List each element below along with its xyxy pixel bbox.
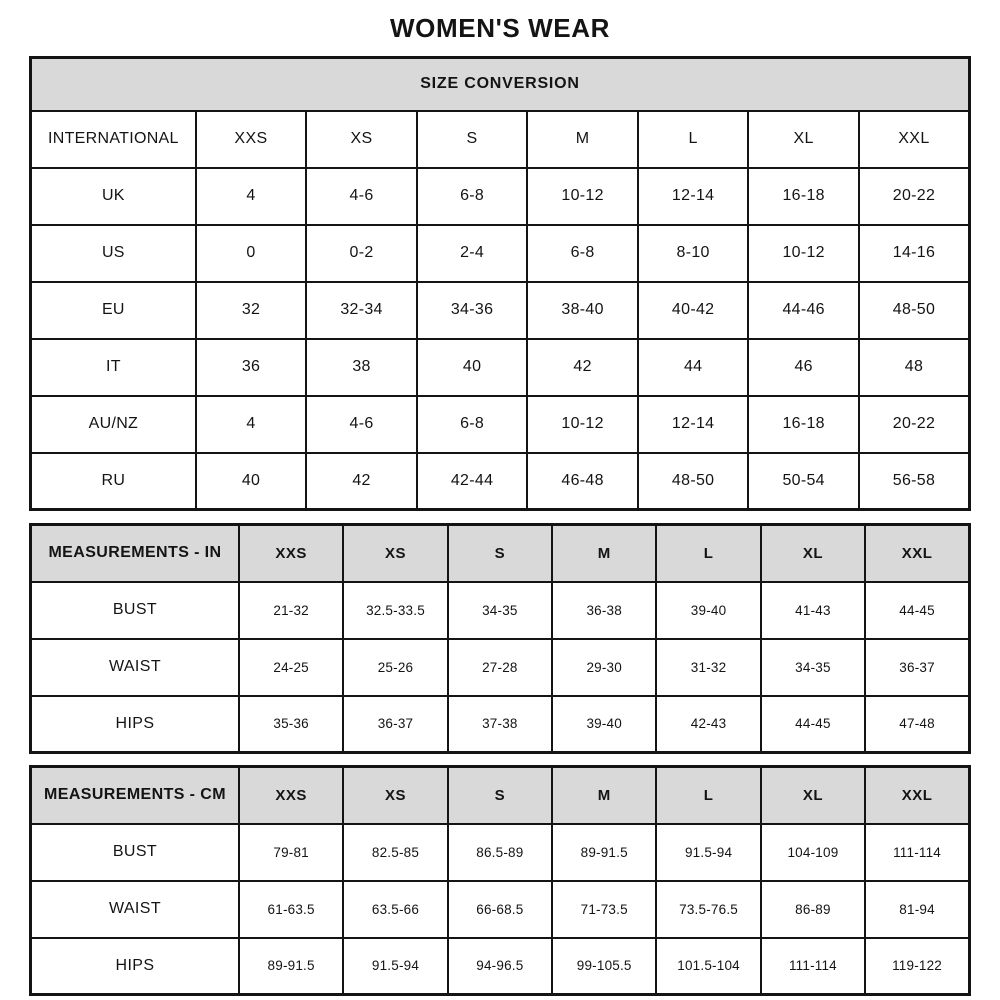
row-label: BUST — [31, 582, 239, 639]
table-cell: 4 — [196, 168, 307, 225]
table-cell: 10-12 — [527, 396, 638, 453]
table-cell: 42 — [306, 453, 417, 510]
table-cell: 4-6 — [306, 396, 417, 453]
size-header: S — [448, 525, 552, 582]
measurements-in-table — [29, 523, 971, 754]
size-header: XXL — [865, 525, 969, 582]
table-cell: 79-81 — [239, 824, 343, 881]
table-cell: 111-114 — [865, 824, 969, 881]
table-cell: 56-58 — [859, 453, 970, 510]
table-cell: 40 — [417, 339, 528, 396]
measurements-cm-table — [29, 765, 971, 996]
table-cell: 4 — [196, 396, 307, 453]
row-label: WAIST — [31, 881, 239, 938]
table-cell: 119-122 — [865, 938, 969, 995]
table-cell: 91.5-94 — [656, 824, 760, 881]
table-row — [31, 225, 970, 282]
table-cell: 44-46 — [748, 282, 859, 339]
table-header-row — [31, 767, 970, 824]
table-cell: 27-28 — [448, 639, 552, 696]
table-cell: 42 — [527, 339, 638, 396]
table-cell: 20-22 — [859, 168, 970, 225]
table-header-row — [31, 525, 970, 582]
table-cell: 48 — [859, 339, 970, 396]
table-cell: 6-8 — [417, 396, 528, 453]
size-header: M — [552, 525, 656, 582]
table-cell: 32-34 — [306, 282, 417, 339]
table-cell: 36-38 — [552, 582, 656, 639]
table-row — [31, 339, 970, 396]
size-header: M — [552, 767, 656, 824]
size-header: XL — [748, 111, 859, 168]
table-cell: 38 — [306, 339, 417, 396]
table-cell: 39-40 — [656, 582, 760, 639]
size-header: XS — [343, 525, 447, 582]
table-cell: 41-43 — [761, 582, 865, 639]
table-cell: 42-44 — [417, 453, 528, 510]
table-cell: 16-18 — [748, 396, 859, 453]
table-cell: 2-4 — [417, 225, 528, 282]
table-cell: 21-32 — [239, 582, 343, 639]
table-cell: 10-12 — [748, 225, 859, 282]
size-header: L — [656, 767, 760, 824]
table-cell: 73.5-76.5 — [656, 881, 760, 938]
table-cell: 111-114 — [761, 938, 865, 995]
table-cell: 48-50 — [638, 453, 749, 510]
table-row — [31, 453, 970, 510]
table-cell: 20-22 — [859, 396, 970, 453]
table-cell: 44-45 — [761, 696, 865, 753]
table-cell: 36-37 — [865, 639, 969, 696]
table-cell: 10-12 — [527, 168, 638, 225]
table-cell: 29-30 — [552, 639, 656, 696]
table-cell: 0-2 — [306, 225, 417, 282]
table-cell: 46 — [748, 339, 859, 396]
table-cell: 31-32 — [656, 639, 760, 696]
table-caption-row — [31, 58, 970, 111]
table-header-row — [31, 111, 970, 168]
row-label: EU — [31, 282, 196, 339]
table-cell: 16-18 — [748, 168, 859, 225]
table-cell: 99-105.5 — [552, 938, 656, 995]
header-label: INTERNATIONAL — [31, 111, 196, 168]
size-header: XXS — [239, 525, 343, 582]
table-cell: 36-37 — [343, 696, 447, 753]
size-header: S — [448, 767, 552, 824]
table-row — [31, 582, 970, 639]
table-cell: 34-35 — [448, 582, 552, 639]
table-cell: 34-36 — [417, 282, 528, 339]
table-cell: 12-14 — [638, 396, 749, 453]
table-cell: 44-45 — [865, 582, 969, 639]
table-cell: 38-40 — [527, 282, 638, 339]
table-cell: 40-42 — [638, 282, 749, 339]
table-cell: 46-48 — [527, 453, 638, 510]
size-header: XXL — [865, 767, 969, 824]
table-row — [31, 639, 970, 696]
page-title: WOMEN'S WEAR — [390, 13, 610, 43]
row-label: WAIST — [31, 639, 239, 696]
table-cell: 66-68.5 — [448, 881, 552, 938]
header-label: MEASUREMENTS - IN — [31, 525, 239, 582]
table-cell: 94-96.5 — [448, 938, 552, 995]
table-row — [31, 696, 970, 753]
table-cell: 32.5-33.5 — [343, 582, 447, 639]
header-label: MEASUREMENTS - CM — [31, 767, 239, 824]
table-cell: 63.5-66 — [343, 881, 447, 938]
size-conversion-table — [29, 56, 971, 511]
table-cell: 37-38 — [448, 696, 552, 753]
table-cell: 48-50 — [859, 282, 970, 339]
row-label: HIPS — [31, 696, 239, 753]
size-header: XXL — [859, 111, 970, 168]
table-cell: 6-8 — [527, 225, 638, 282]
table-row — [31, 881, 970, 938]
table-cell: 25-26 — [343, 639, 447, 696]
table-cell: 32 — [196, 282, 307, 339]
table-cell: 34-35 — [761, 639, 865, 696]
row-label: US — [31, 225, 196, 282]
table-cell: 24-25 — [239, 639, 343, 696]
table-cell: 39-40 — [552, 696, 656, 753]
table-cell: 4-6 — [306, 168, 417, 225]
size-header: XXS — [196, 111, 307, 168]
size-header: XL — [761, 525, 865, 582]
table-cell: 61-63.5 — [239, 881, 343, 938]
table-cell: 35-36 — [239, 696, 343, 753]
table-cell: 36 — [196, 339, 307, 396]
size-header: S — [417, 111, 528, 168]
table-cell: 0 — [196, 225, 307, 282]
size-header: L — [656, 525, 760, 582]
table-cell: 50-54 — [748, 453, 859, 510]
table-row — [31, 168, 970, 225]
size-header: XS — [343, 767, 447, 824]
table-row — [31, 282, 970, 339]
size-header: XS — [306, 111, 417, 168]
table-cell: 40 — [196, 453, 307, 510]
table-caption: SIZE CONVERSION — [31, 58, 970, 111]
table-cell: 89-91.5 — [239, 938, 343, 995]
table-cell: 44 — [638, 339, 749, 396]
size-header: L — [638, 111, 749, 168]
size-header: XXS — [239, 767, 343, 824]
table-cell: 14-16 — [859, 225, 970, 282]
row-label: RU — [31, 453, 196, 510]
table-cell: 71-73.5 — [552, 881, 656, 938]
table-cell: 81-94 — [865, 881, 969, 938]
table-cell: 89-91.5 — [552, 824, 656, 881]
size-header: M — [527, 111, 638, 168]
table-row — [31, 396, 970, 453]
table-cell: 47-48 — [865, 696, 969, 753]
table-row — [31, 938, 970, 995]
table-cell: 12-14 — [638, 168, 749, 225]
table-cell: 104-109 — [761, 824, 865, 881]
table-row — [31, 824, 970, 881]
row-label: HIPS — [31, 938, 239, 995]
row-label: IT — [31, 339, 196, 396]
row-label: BUST — [31, 824, 239, 881]
table-cell: 82.5-85 — [343, 824, 447, 881]
size-header: XL — [761, 767, 865, 824]
table-cell: 86-89 — [761, 881, 865, 938]
table-cell: 8-10 — [638, 225, 749, 282]
row-label: UK — [31, 168, 196, 225]
row-label: AU/NZ — [31, 396, 196, 453]
table-cell: 6-8 — [417, 168, 528, 225]
table-cell: 101.5-104 — [656, 938, 760, 995]
table-cell: 86.5-89 — [448, 824, 552, 881]
table-cell: 42-43 — [656, 696, 760, 753]
table-cell: 91.5-94 — [343, 938, 447, 995]
